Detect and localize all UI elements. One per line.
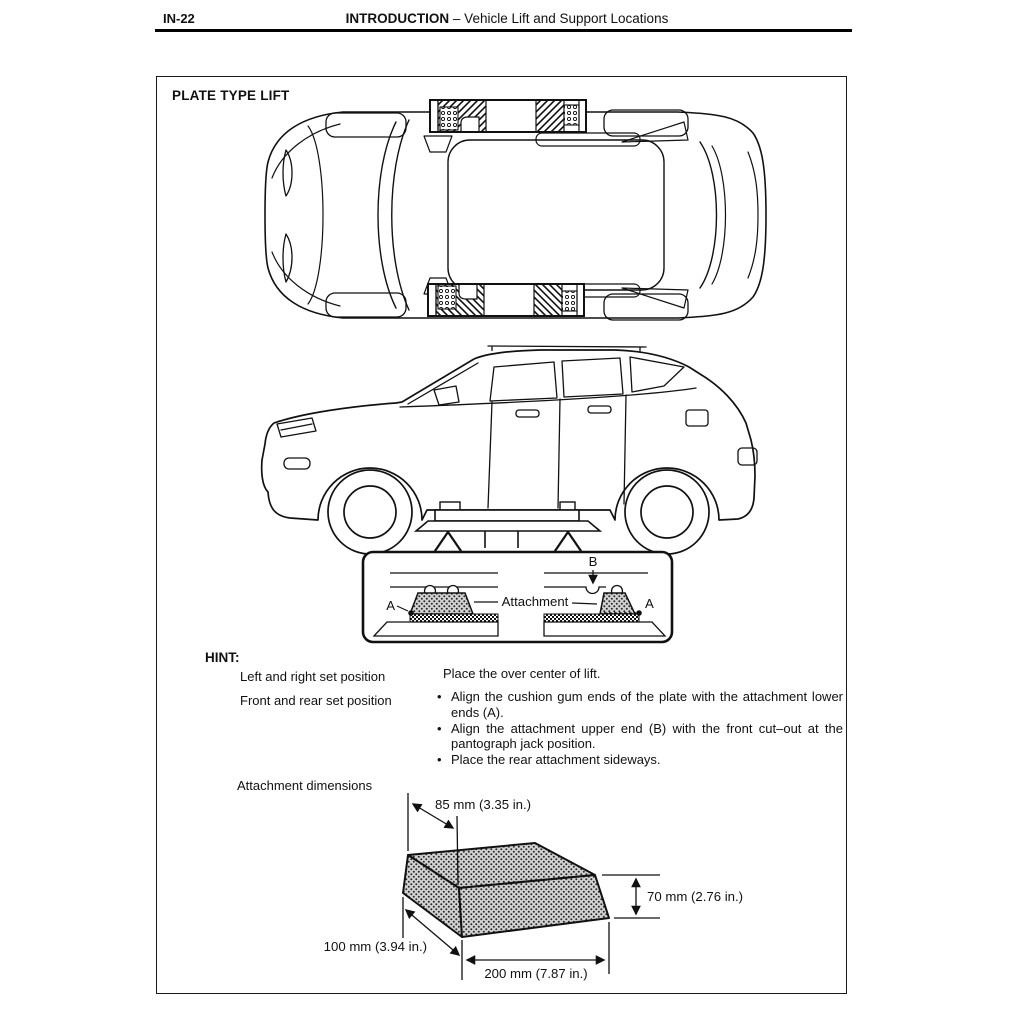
dim-top-width: 85 mm (3.35 in.)	[435, 797, 532, 812]
header-subtitle: – Vehicle Lift and Support Locations	[452, 11, 669, 26]
bullet-icon: •	[437, 689, 442, 704]
lift-plate-bottom	[428, 284, 584, 316]
hint-left-row-2: Front and rear set position	[240, 693, 392, 708]
label-attachment: Attachment	[501, 594, 569, 609]
rear-tire	[604, 294, 688, 320]
left-mirror	[424, 136, 452, 152]
header-section: INTRODUCTION	[345, 11, 450, 26]
bullet-text: Align the attachment upper end (B) with the front cut–out at the pantograph jack position.	[451, 720, 843, 752]
plate-section	[544, 622, 665, 636]
attachment-dimensions-diagram	[300, 788, 770, 988]
hint-bullet	[437, 721, 843, 753]
bullet-text: Align the cushion gum ends of the plate with the attachment lower ends (A).	[451, 689, 843, 720]
bullet-icon: •	[437, 752, 442, 768]
header-title	[0, 11, 1014, 26]
dim-depth: 100 mm (3.94 in.)	[323, 939, 427, 954]
lift-plate-top	[430, 100, 586, 132]
point-a-marker	[636, 610, 642, 616]
hint-bullet-list	[437, 689, 843, 768]
bullet-text: Place the rear attachment sideways.	[451, 752, 661, 768]
rear-tire	[604, 110, 688, 136]
figure-title: PLATE TYPE LIFT	[172, 88, 290, 103]
hint-left-row-1: Left and right set position	[240, 669, 386, 684]
hint-bullet	[437, 752, 843, 768]
hint-bullet	[437, 689, 843, 721]
hint-heading: HINT:	[205, 650, 240, 665]
attachment-block	[403, 843, 609, 937]
dim-length: 200 mm (7.87 in.)	[484, 966, 588, 981]
side-view-diagram	[248, 340, 772, 650]
bullet-icon: •	[437, 720, 442, 736]
label-a-right: A	[645, 596, 654, 611]
hint-right-intro: Place the over center of lift.	[443, 666, 601, 681]
point-a-marker	[408, 610, 414, 616]
attachment-left	[410, 593, 473, 614]
header-rule	[155, 29, 852, 32]
label-b: B	[588, 554, 598, 569]
plate-section	[374, 622, 498, 636]
page-number: IN-22	[163, 11, 195, 26]
callout-lines	[435, 532, 581, 551]
attachment-dimensions-label: Attachment dimensions	[237, 778, 373, 793]
dim-height: 70 mm (2.76 in.)	[647, 889, 744, 904]
top-view-diagram	[248, 92, 772, 338]
label-a-left: A	[386, 598, 395, 613]
